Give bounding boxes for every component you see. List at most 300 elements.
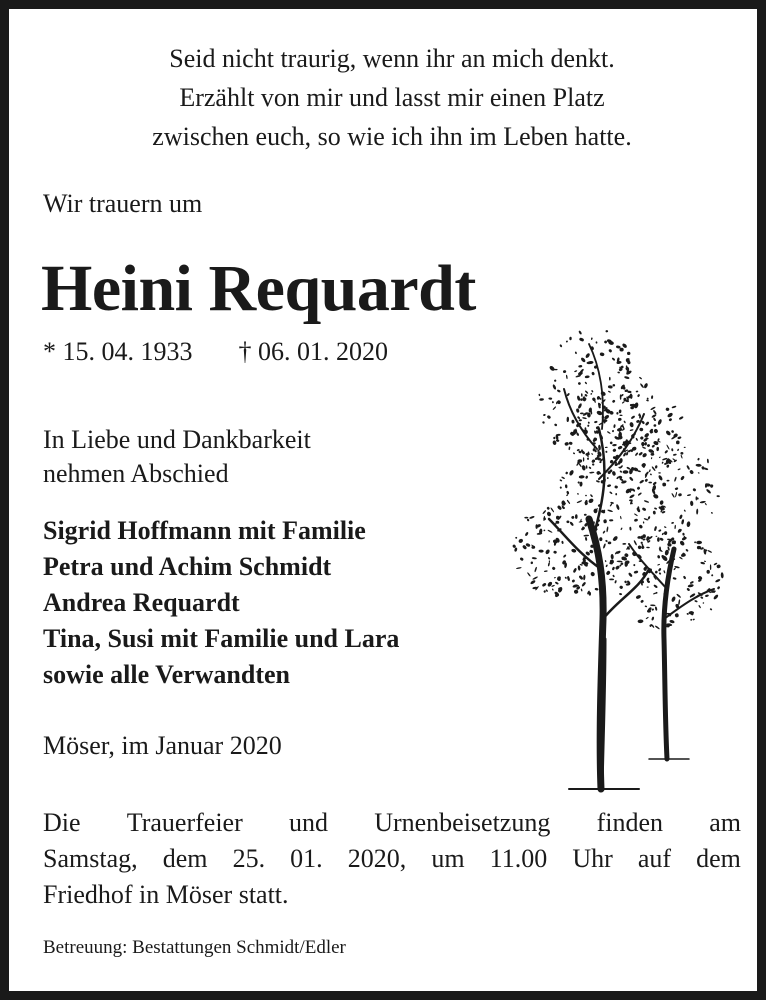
leaf-mark xyxy=(689,469,694,474)
leaf-mark xyxy=(629,494,635,499)
leaf-mark xyxy=(642,507,647,511)
mourner: Tina, Susi mit Familie und Lara xyxy=(43,624,400,653)
leaf-mark xyxy=(628,572,633,577)
leaf-mark xyxy=(612,566,616,570)
leaf-mark xyxy=(704,503,707,506)
leaf-mark xyxy=(700,596,704,599)
leaf-mark xyxy=(656,447,659,451)
leaf-mark xyxy=(607,477,609,479)
leaf-mark xyxy=(650,473,653,475)
leaf-mark xyxy=(636,390,639,392)
leaf-mark xyxy=(585,475,588,479)
ceremony-word: am xyxy=(709,808,741,837)
leaf-mark xyxy=(679,416,684,420)
leaf-mark xyxy=(643,521,645,523)
leaf-mark xyxy=(707,459,709,464)
leaf-mark xyxy=(566,491,569,495)
leaf-mark xyxy=(657,564,660,566)
leaf-mark xyxy=(561,500,566,506)
leaf-mark xyxy=(679,540,685,546)
leaf-mark xyxy=(552,566,556,570)
leaf-mark xyxy=(611,554,614,560)
leaf-mark xyxy=(636,507,641,513)
leaf-mark xyxy=(674,613,679,618)
leaf-mark xyxy=(603,519,607,523)
leaf-mark xyxy=(658,475,664,482)
leaf-mark xyxy=(607,484,612,487)
farewell-line: In Liebe und Dankbarkeit xyxy=(43,425,311,454)
leaf-mark xyxy=(653,584,658,588)
place-date: Möser, im Januar 2020 xyxy=(43,731,282,760)
leaf-mark xyxy=(658,529,662,532)
leaf-mark xyxy=(605,540,608,543)
leaf-mark xyxy=(636,486,640,490)
leaf-mark xyxy=(549,365,556,372)
leaf-mark xyxy=(559,344,562,348)
leaf-mark xyxy=(623,452,627,457)
leaf-mark xyxy=(616,550,621,554)
leaf-mark xyxy=(559,479,562,482)
leaf-mark xyxy=(595,341,597,343)
leaf-mark xyxy=(697,575,703,581)
leaf-mark xyxy=(583,535,589,537)
leaf-mark xyxy=(585,390,589,394)
leaf-mark xyxy=(675,492,678,498)
leaf-mark xyxy=(532,576,538,580)
leaf-mark xyxy=(605,451,607,454)
leaf-mark xyxy=(649,469,651,472)
poem xyxy=(9,39,766,156)
leaf-mark xyxy=(525,531,529,536)
leaf-mark xyxy=(706,488,712,494)
leaf-mark xyxy=(629,527,631,531)
leaf-mark xyxy=(592,463,595,465)
leaf-mark xyxy=(630,429,634,431)
leaf-mark xyxy=(585,375,590,378)
leaf-mark xyxy=(655,536,657,537)
leaf-mark xyxy=(607,509,613,512)
leaf-mark xyxy=(596,410,603,416)
ceremony-word: Samstag, xyxy=(43,844,138,873)
ceremony-word: 25. xyxy=(232,844,266,873)
leaf-mark xyxy=(609,519,613,521)
leaf-mark xyxy=(605,560,607,562)
leaf-mark xyxy=(627,352,631,356)
leaf-mark xyxy=(657,438,660,441)
leaf-mark xyxy=(566,417,569,422)
leaf-mark xyxy=(612,448,616,452)
leaf-mark xyxy=(534,567,537,573)
leaf-mark xyxy=(564,576,567,579)
leaf-mark xyxy=(569,469,575,476)
leaf-mark xyxy=(622,401,625,404)
poem-line: zwischen euch, so wie ich ihn im Leben hatte. xyxy=(152,122,632,151)
leaf-mark xyxy=(690,581,694,585)
leaf-mark xyxy=(674,525,676,529)
leaf-mark xyxy=(623,420,626,423)
ceremony-word: dem xyxy=(696,844,741,873)
leaf-mark xyxy=(532,557,537,560)
leaf-mark xyxy=(579,337,585,342)
leaf-mark xyxy=(696,464,702,467)
leaf-mark xyxy=(690,619,692,621)
leaf-mark xyxy=(678,599,680,605)
leaf-mark xyxy=(679,514,683,519)
leaf-mark xyxy=(554,423,558,426)
leaf-mark xyxy=(716,564,721,568)
leaf-mark xyxy=(647,516,650,520)
leaf-mark xyxy=(605,570,610,576)
leaf-mark xyxy=(571,419,575,423)
leaf-mark xyxy=(599,352,604,356)
mourner: Petra und Achim Schmidt xyxy=(43,552,332,581)
leaf-mark xyxy=(569,441,573,445)
leaf-mark xyxy=(605,447,608,449)
leaf-mark xyxy=(566,375,568,380)
leaf-mark xyxy=(619,585,624,589)
leaf-mark xyxy=(527,572,531,577)
leaf-mark xyxy=(696,541,702,545)
leaf-mark xyxy=(579,481,582,486)
leaf-mark xyxy=(573,568,578,574)
leaf-mark xyxy=(692,618,694,620)
leaf-mark xyxy=(608,541,612,544)
leaf-mark xyxy=(624,376,630,380)
leaf-mark xyxy=(582,417,587,420)
ceremony-word: finden xyxy=(596,808,663,837)
leaf-mark xyxy=(612,430,615,433)
leaf-mark xyxy=(640,599,644,603)
leaf-mark xyxy=(640,383,645,389)
leaf-mark xyxy=(716,495,720,497)
leaf-mark xyxy=(653,428,658,433)
leaf-mark xyxy=(654,507,657,510)
leaf-mark xyxy=(527,518,530,521)
leaf-mark xyxy=(668,418,672,422)
leaf-mark xyxy=(653,424,656,427)
leaf-mark xyxy=(557,505,563,511)
farewell-text xyxy=(43,423,311,491)
leaf-mark xyxy=(637,394,640,398)
leaf-mark xyxy=(642,446,646,449)
leaf-mark xyxy=(608,385,613,389)
leaf-mark xyxy=(644,478,648,482)
leaf-mark xyxy=(672,577,676,580)
leaf-mark xyxy=(552,401,554,403)
leaf-mark xyxy=(679,556,683,559)
life-dates xyxy=(43,337,388,367)
leaf-mark xyxy=(659,456,661,458)
leaf-mark xyxy=(680,455,682,459)
leaf-mark xyxy=(589,471,594,473)
leaf-mark xyxy=(591,453,593,455)
leaf-mark xyxy=(599,537,602,541)
leaf-mark xyxy=(563,554,567,558)
leaf-mark xyxy=(563,370,567,374)
leaf-mark xyxy=(669,619,675,623)
leaf-mark xyxy=(681,519,685,525)
leaf-mark xyxy=(574,370,577,372)
leaf-mark xyxy=(554,379,557,382)
leaf-mark xyxy=(530,561,533,564)
leaf-mark xyxy=(603,543,606,549)
leaf-mark xyxy=(583,575,586,581)
leaf-mark xyxy=(568,446,570,450)
intro-text: Wir trauern um xyxy=(43,189,203,218)
leaf-mark xyxy=(569,337,572,341)
leaf-mark xyxy=(561,476,565,479)
leaf-mark xyxy=(674,477,677,482)
leaf-mark xyxy=(610,441,613,444)
leaf-mark xyxy=(609,578,614,580)
leaf-mark xyxy=(622,343,628,349)
leaf-mark xyxy=(552,384,557,390)
leaf-mark xyxy=(615,493,617,495)
leaf-mark xyxy=(586,465,588,469)
leaf-mark xyxy=(710,608,713,611)
leaf-mark xyxy=(677,436,682,440)
leaf-mark xyxy=(647,586,649,587)
leaf-mark xyxy=(546,415,551,420)
leaf-mark xyxy=(617,427,623,431)
leaf-mark xyxy=(588,498,595,504)
leaf-mark xyxy=(713,562,717,565)
leaf-mark xyxy=(686,465,690,470)
mourners-list xyxy=(43,513,399,693)
leaf-mark xyxy=(658,568,662,572)
leaf-mark xyxy=(658,572,661,575)
leaf-mark xyxy=(612,444,617,447)
leaf-mark xyxy=(704,560,706,562)
leaf-mark xyxy=(548,540,550,543)
leaf-mark xyxy=(587,424,590,427)
leaf-mark xyxy=(556,439,560,442)
leaf-mark xyxy=(677,448,680,451)
leaf-mark xyxy=(683,575,687,579)
leaf-mark xyxy=(578,330,582,335)
leaf-mark xyxy=(694,541,696,543)
leaf-mark xyxy=(644,518,649,521)
leaf-mark xyxy=(620,527,623,530)
leaf-mark xyxy=(635,438,638,442)
leaf-mark xyxy=(542,421,545,424)
leaf-mark xyxy=(685,549,689,553)
leaf-mark xyxy=(620,516,622,520)
ceremony-word: Uhr xyxy=(572,844,613,873)
leaf-mark xyxy=(698,605,701,609)
leaf-mark xyxy=(715,578,721,582)
leaf-mark xyxy=(546,506,550,510)
leaf-mark xyxy=(612,384,615,387)
leaf-mark xyxy=(646,547,650,549)
leaf-mark xyxy=(543,414,546,417)
leaf-mark xyxy=(640,542,643,545)
leaf-mark xyxy=(703,549,706,555)
leaf-mark xyxy=(721,572,724,578)
leaf-mark xyxy=(624,580,627,583)
leaf-mark xyxy=(629,476,634,481)
ceremony-word: 2020, xyxy=(347,844,407,873)
leaf-mark xyxy=(576,500,582,504)
leaf-mark xyxy=(665,407,669,411)
leaf-mark xyxy=(610,502,614,505)
leaf-mark xyxy=(635,452,639,456)
leaf-mark xyxy=(588,466,591,469)
leaf-mark xyxy=(580,588,582,591)
leaf-mark xyxy=(637,619,643,623)
leaf-mark xyxy=(556,400,561,405)
leaf-mark xyxy=(634,570,639,574)
leaf-mark xyxy=(623,470,629,474)
leaf-mark xyxy=(697,458,700,461)
leaf-mark xyxy=(596,470,601,475)
leaf-mark xyxy=(696,509,698,515)
leaf-mark xyxy=(544,570,548,572)
leaf-mark xyxy=(690,501,694,506)
leaf-mark xyxy=(552,588,554,591)
leaf-mark xyxy=(555,581,559,585)
leaf-mark xyxy=(551,585,555,588)
leaf-mark xyxy=(664,531,668,535)
leaf-mark xyxy=(548,562,551,566)
leaf-mark xyxy=(585,352,591,358)
leaf-mark xyxy=(619,470,622,473)
leaf-mark xyxy=(655,465,658,469)
leaf-mark xyxy=(700,561,705,564)
leaf-mark xyxy=(617,445,622,450)
leaf-mark xyxy=(569,521,574,526)
ceremony-word: dem xyxy=(162,844,208,873)
leaf-mark xyxy=(607,431,611,434)
deceased-name: Heini Requardt xyxy=(41,252,476,325)
leaf-mark xyxy=(711,574,714,577)
poem-line: Erzählt von mir und lasst mir einen Platz xyxy=(179,83,605,112)
poem-line: Seid nicht traurig, wenn ihr an mich denkt. xyxy=(169,44,615,73)
leaf-mark xyxy=(676,440,680,444)
leaf-mark xyxy=(591,337,593,340)
leaf-mark xyxy=(566,520,569,523)
ceremony-word: Die xyxy=(43,808,81,837)
leaf-mark xyxy=(585,537,588,541)
leaf-mark xyxy=(573,589,578,594)
leaf-mark xyxy=(676,593,681,598)
leaf-mark xyxy=(619,348,623,352)
leaf-mark xyxy=(596,480,600,483)
ceremony-line xyxy=(43,805,741,841)
leaf-mark xyxy=(566,499,570,504)
leaf-mark xyxy=(578,575,583,580)
leaf-mark xyxy=(573,452,576,455)
leaf-mark xyxy=(634,518,638,522)
leaf-mark xyxy=(651,616,654,620)
mourner: Andrea Requardt xyxy=(43,588,240,617)
leaf-mark xyxy=(553,437,556,440)
leaf-mark xyxy=(671,430,675,434)
death-date: † 06. 01. 2020 xyxy=(238,337,388,366)
leaf-mark xyxy=(617,371,620,373)
leaf-mark xyxy=(550,507,554,513)
leaf-mark xyxy=(530,580,536,585)
leaf-mark xyxy=(552,406,556,410)
ceremony-word: und xyxy=(288,808,328,837)
leaf-mark xyxy=(614,580,617,584)
leaf-mark xyxy=(651,444,655,448)
leaf-mark xyxy=(605,564,608,567)
leaf-mark xyxy=(579,475,585,479)
leaf-mark xyxy=(665,430,671,436)
leaf-mark xyxy=(577,395,581,401)
leaf-mark xyxy=(671,522,674,524)
leaf-mark xyxy=(654,625,660,630)
birth-date: * 15. 04. 1933 xyxy=(43,337,193,366)
leaf-mark xyxy=(674,487,678,490)
leaf-mark xyxy=(565,471,568,474)
leaf-mark xyxy=(524,517,528,519)
leaf-mark xyxy=(653,417,657,421)
leaf-mark xyxy=(684,509,687,512)
leaf-mark xyxy=(608,390,611,393)
leaf-mark xyxy=(609,491,613,494)
leaf-mark xyxy=(587,457,590,460)
leaf-mark xyxy=(651,395,653,399)
leaf-mark xyxy=(710,564,711,570)
leaf-mark xyxy=(616,504,620,511)
leaf-mark xyxy=(531,545,535,549)
leaf-mark xyxy=(655,570,659,574)
leaf-mark xyxy=(577,403,582,409)
leaf-mark xyxy=(567,576,571,581)
leaf-mark xyxy=(653,410,657,415)
leaf-mark xyxy=(616,412,618,415)
leaf-mark xyxy=(717,586,721,590)
ceremony-word: 11.00 xyxy=(489,844,548,873)
leaf-mark xyxy=(515,537,517,539)
leaf-mark xyxy=(650,453,654,456)
leaf-mark xyxy=(514,547,518,552)
leaf-mark xyxy=(713,594,719,600)
leaf-mark xyxy=(612,357,616,361)
leaf-mark xyxy=(577,493,579,495)
leaf-mark xyxy=(671,448,673,451)
ceremony-line: Friedhof in Möser statt. xyxy=(43,880,289,909)
leaf-mark xyxy=(554,577,556,579)
leaf-mark xyxy=(637,545,641,549)
leaf-mark xyxy=(557,389,561,393)
leaf-mark xyxy=(650,604,655,606)
leaf-mark xyxy=(581,582,586,588)
leaf-mark xyxy=(581,393,583,397)
leaf-mark xyxy=(566,340,569,343)
leaf-mark xyxy=(577,565,580,571)
leaf-mark xyxy=(657,419,662,426)
leaf-mark xyxy=(666,480,669,482)
leaf-mark xyxy=(564,442,569,446)
leaf-mark xyxy=(547,529,552,533)
leaf-mark xyxy=(619,414,622,416)
leaf-mark xyxy=(707,550,712,554)
leaf-mark xyxy=(680,475,685,480)
leaf-mark xyxy=(655,606,658,611)
ceremony-notice xyxy=(43,805,741,913)
leaf-mark xyxy=(606,526,609,532)
leaf-mark xyxy=(651,457,653,459)
leaf-mark xyxy=(590,494,593,498)
undertaker-credit: Betreuung: Bestattungen Schmidt/Edler xyxy=(43,937,346,958)
leaf-mark xyxy=(548,557,551,560)
ceremony-word: 01. xyxy=(290,844,323,873)
leaf-mark xyxy=(612,399,616,403)
leaf-mark xyxy=(635,594,641,599)
